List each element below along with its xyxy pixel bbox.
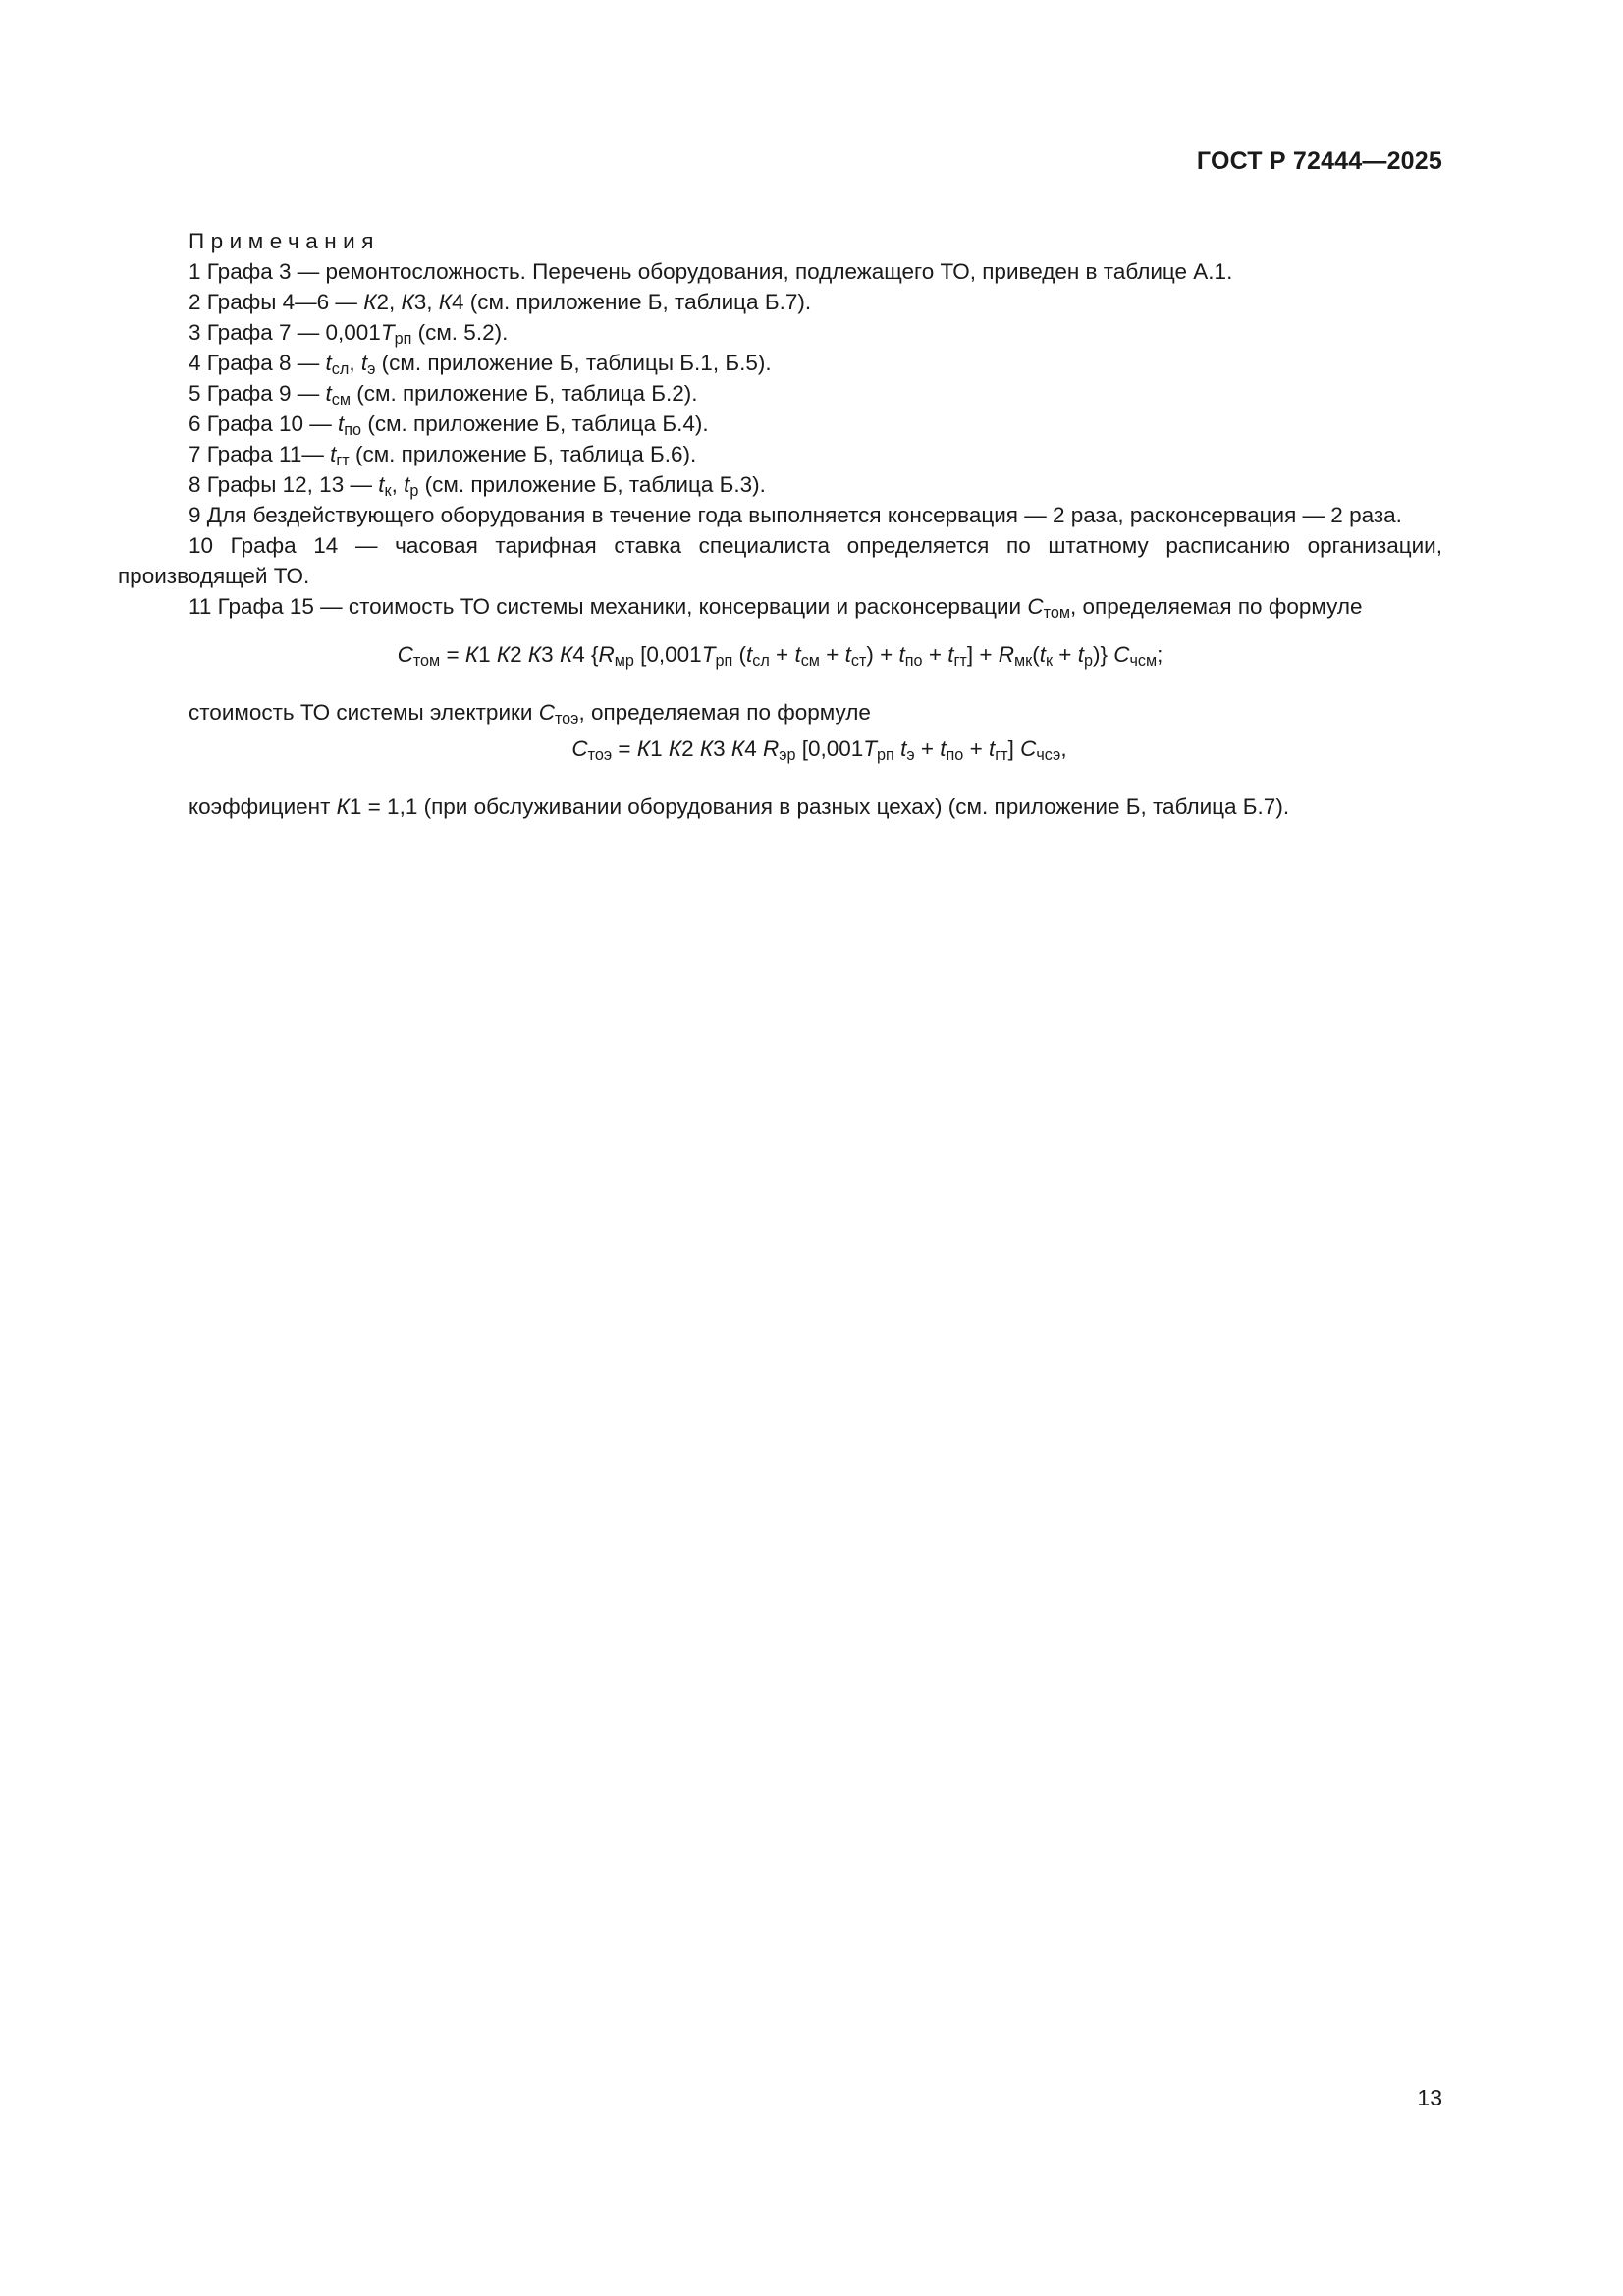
standard-id: ГОСТ Р 72444—2025 (1196, 147, 1442, 175)
note-7: 7 Графа 11— $t_{гт}$ (см. приложение Б, таблица Б.6). (189, 442, 697, 469)
note-10: 10 Графа 14 — часовая тарифная ставка специалиста определяется по штатному расписанию организации, производящей ТО. (118, 533, 1442, 588)
note-3: 3 Графа 7 — $0,001T_{рп}$ (см. 5.2). (189, 320, 509, 348)
formula-electrics-cost: $C_{тоэ} = К1$ К2 К3 К4 $R_{эр}$ [$0,001T_{рп}$ $t_э + t_{по} + t_{гт}$] $C_{чсэ}$, (571, 737, 1067, 764)
note-9: 9 Для бездействующего оборудования в течение года выполняется консервация — 2 раза, расконсервация — 2 раза. (189, 503, 1402, 527)
notes-title: Примечания (189, 229, 380, 253)
note-1: 1 Графа 3 — ремонтосложность. Перечень оборудования, подлежащего ТО, приведен в таблице А.1. (189, 259, 1233, 284)
note-5: 5 Графа 9 — $t_{см}$ (см. приложение Б, таблица Б.2). (189, 381, 698, 409)
formula-mechanics-cost: $C_{том} = К1$ К2 К3 К4 {$R_{мр}$ [$0,001T_{рп}$ $(t_{сл} + t_{см} + t_{ст}) + t_{по} + t_{гт}] + R_{мк}(t_к + t_р)$} $C_{чсм}$; (397, 642, 1163, 670)
note-2: 2 Графы 4—6 — К2, К3, К4 (см. приложение Б, таблица Б.7). (189, 290, 812, 314)
note-4: 4 Графа 8 — $t_{сл}$, $t_э$ (см. приложение Б, таблицы Б.1, Б.5). (189, 351, 772, 378)
electrics-cost-intro: стоимость ТО системы электрики $C_{тоэ}$, определяемая по формуле (189, 700, 871, 728)
coefficient-note: коэффициент К1 = 1,1 (при обслуживании оборудования в разных цехах) (см. приложение Б, таблица Б.7). (189, 794, 1290, 819)
note-8: 8 Графы 12, 13 — $t_к$, $t_р$ (см. приложение Б, таблица Б.3). (189, 472, 766, 500)
notes-section (118, 226, 1442, 822)
note-11: 11 Графа 15 — стоимость ТО системы механики, консервации и расконсервации $C_{том}$, определяемая по формуле (189, 594, 1363, 622)
page-number: 13 (1417, 2085, 1442, 2110)
note-6: 6 Графа 10 — $t_{по}$ (см. приложение Б, таблица Б.4). (189, 411, 709, 439)
